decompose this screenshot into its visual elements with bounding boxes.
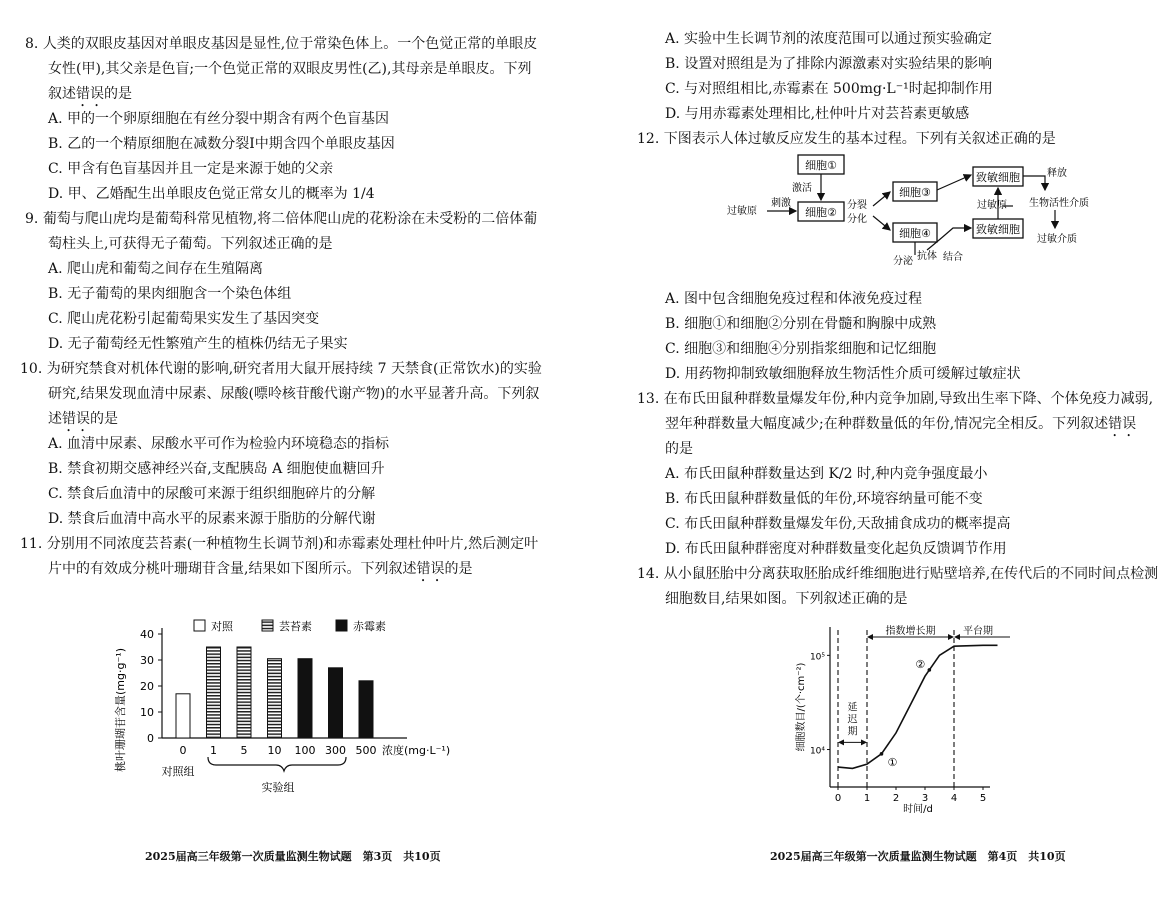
bar-chart-xtick-label: 5: [240, 744, 248, 757]
q12-option-d[interactable]: D. 用药物抑制致敏细胞释放生物活性介质可缓解过敏症状: [665, 366, 1021, 382]
cell3-to-sensitized-arrow: [937, 175, 971, 190]
bar-chart-xtick-label: 0: [179, 744, 187, 757]
release-arrow: [1023, 176, 1045, 190]
bar-chart-ytick-label: 0: [147, 732, 154, 745]
bioactive-label: 生物活性介质: [1029, 198, 1089, 209]
q13-stem-line3: 的是: [665, 441, 693, 457]
bar-对照-0: [176, 694, 190, 738]
bar-chart-experiment-group-label: 实验组: [261, 781, 295, 794]
legend-label-芸苔素: 芸苔素: [279, 620, 312, 633]
bar-chart-xtick-label: 500: [355, 744, 377, 757]
q9-stem-line2: 萄柱头上,可获得无子葡萄。下列叙述正确的是: [48, 236, 333, 252]
growth-chart-xlabel: 时间/d: [903, 804, 933, 815]
divide-label: 分裂: [847, 200, 867, 211]
growth-chart-ytick-label: 10⁵: [809, 652, 825, 663]
q8-option-a[interactable]: A. 甲的一个卵原细胞在有丝分裂中期含有两个色盲基因: [48, 111, 390, 127]
q10-stem-line3: 述错误的是: [48, 411, 118, 427]
bar-赤霉素-300: [329, 668, 343, 738]
marker-1-label: ①: [887, 755, 898, 769]
bar-芸苔素-10: [268, 659, 282, 738]
bar-chart-ticks: [140, 628, 162, 745]
legend-swatch-赤霉素: [336, 620, 347, 631]
bar-chart-bars: [176, 647, 373, 738]
cell2-label: 细胞②: [805, 206, 837, 219]
q10-option-b[interactable]: B. 禁食初期交感神经兴奋,支配胰岛 A 细胞使血糖回升: [48, 461, 385, 477]
growth-chart-ylabel: 细胞数目/(个·cm⁻²): [796, 662, 807, 752]
lag-phase-label-char: 延: [847, 702, 858, 714]
q14-stem-line2: 细胞数目,结果如图。下列叙述正确的是: [665, 591, 908, 607]
bar-赤霉素-500: [359, 681, 373, 738]
q9-option-b[interactable]: B. 无子葡萄的果肉细胞含一个染色体组: [48, 286, 292, 302]
bar-chart-xlabel: 浓度(mg·L⁻¹): [382, 744, 451, 757]
bar-chart-ytick-label: 30: [140, 654, 154, 667]
bar-芸苔素-5: [237, 647, 251, 738]
right-footer: 2025届高三年级第一次质量监测生物试题 第4页 共10页: [770, 850, 1066, 863]
legend-label-对照: 对照: [211, 620, 233, 633]
growth-chart-xtick-label: 1: [863, 793, 871, 804]
q12-stem: 12. 下图表示人体过敏反应发生的基本过程。下列有关叙述正确的是: [637, 131, 1056, 147]
q8-emphasis: 错误: [76, 86, 104, 102]
q8-stem-line3: 叙述错误的是: [48, 86, 132, 102]
right-page: [585, 0, 1170, 900]
bar-chart-ytick-label: 20: [140, 680, 154, 693]
q9-option-d[interactable]: D. 无子葡萄经无性繁殖产生的植株仍结无子果实: [48, 336, 348, 352]
q10-stem-line1: 10. 为研究禁食对机体代谢的影响,研究者用大鼠开展持续 7 天禁食(正常饮水)的实验: [20, 361, 542, 377]
cell1-label: 细胞①: [805, 159, 837, 172]
q14-stem-line1: 14. 从小鼠胚胎中分离获取胚胎成纤维细胞进行贴壁培养,在传代后的不同时间点检测: [637, 566, 1159, 582]
q11-option-b[interactable]: B. 设置对照组是为了排除内源激素对实验结果的影响: [665, 56, 993, 72]
q9-stem-line1: 9. 葡萄与爬山虎均是葡萄科常见植物,将二倍体爬山虎的花粉涂在未受粉的二倍体葡: [25, 211, 538, 227]
q8-option-b[interactable]: B. 乙的一个精原细胞在减数分裂Ⅰ中期含四个单眼皮基因: [48, 136, 395, 152]
q10-number: 10.: [20, 361, 43, 377]
growth-chart-xtick-label: 0: [834, 793, 842, 804]
q11-stem-line1: 11. 分别用不同浓度芸苔素(一种植物生长调节剂)和赤霉素处理杜仲叶片,然后测定叶: [20, 536, 539, 552]
growth-chart-xtick-label: 5: [979, 793, 987, 804]
cell3-label: 细胞③: [899, 186, 931, 199]
q11-stem-line2: 片中的有效成分桃叶珊瑚苷含量,结果如下图所示。下列叙述错误的是: [48, 561, 473, 577]
q8-option-c[interactable]: C. 甲含有色盲基因并且一定是来源于她的父亲: [48, 161, 334, 177]
exp-phase-label: 指数增长期: [885, 626, 936, 637]
bar-chart-experiment-brace: [208, 757, 346, 771]
q13-option-b[interactable]: B. 布氏田鼠种群数量低的年份,环境容纳量可能不变: [665, 491, 983, 507]
secrete-label: 分泌: [893, 256, 913, 267]
growth-chart-xtick-label: 4: [950, 793, 958, 804]
q11-option-d[interactable]: D. 与用赤霉素处理相比,杜仲叶片对芸苔素更敏感: [665, 106, 970, 122]
q13-stem-line2: 翌年种群数量大幅度减少;在种群数量低的年份,情况完全相反。下列叙述错误: [665, 416, 1137, 432]
q11-emphasis: 错误: [416, 561, 445, 577]
q11-option-a[interactable]: A. 实验中生长调节剂的浓度范围可以通过预实验确定: [665, 31, 993, 47]
q14-number: 14.: [637, 566, 660, 582]
bind-label: 结合: [943, 252, 963, 263]
q12-option-a[interactable]: A. 图中包含细胞免疫过程和体液免疫过程: [665, 291, 923, 307]
bar-chart-ytick-label: 40: [140, 628, 154, 641]
growth-chart: [790, 612, 1030, 822]
q13-stem-line1: 13. 在布氏田鼠种群数量爆发年份,种内竞争加剧,导致出生率下降、个体免疫力减弱,: [637, 391, 1154, 407]
marker-2-label: ②: [915, 657, 926, 671]
q13-option-a[interactable]: A. 布氏田鼠种群数量达到 K/2 时,种内竞争强度最小: [665, 466, 988, 482]
bar-chart-control-group-label: 对照组: [161, 765, 195, 778]
q10-option-d[interactable]: D. 禁食后血清中高水平的尿素来源于脂肪的分解代谢: [48, 511, 376, 527]
bar-chart-xtick-label: 10: [267, 744, 282, 757]
q8-option-d[interactable]: D. 甲、乙婚配生出单眼皮色觉正常女儿的概率为 1/4: [48, 186, 375, 202]
release-label: 释放: [1047, 168, 1067, 179]
growth-chart-xtick-label: 2: [892, 793, 900, 804]
bar-chart: [110, 615, 460, 810]
allergy-diagram: [725, 150, 1095, 270]
allergen-label: 过敏原: [727, 206, 757, 217]
q10-option-c[interactable]: C. 禁食后血清中的尿酸可来源于组织细胞碎片的分解: [48, 486, 376, 502]
bar-chart-xtick-label: 1: [210, 744, 217, 757]
stimulate-label: 刺激: [771, 198, 791, 209]
growth-chart-ytick-label: 10⁴: [809, 746, 825, 757]
q11-number: 11.: [20, 536, 43, 552]
legend-swatch-芸苔素: [262, 620, 273, 631]
q10-emphasis: 错误: [62, 411, 90, 427]
to-cell3-arrow: [873, 192, 890, 206]
bar-芸苔素-1: [207, 647, 221, 738]
q10-stem-line2: 研究,结果发现血清中尿素、尿酸(嘌呤核苷酸代谢产物)的水平显著升高。下列叙: [48, 386, 540, 402]
bar-赤霉素-100: [298, 659, 312, 738]
bar-chart-legend: [194, 619, 386, 633]
q8-stem-line2: 女性(甲),其父亲是色盲;一个色觉正常的双眼皮男性(乙),其母亲是单眼皮。下列: [48, 61, 532, 77]
q12-option-c[interactable]: C. 细胞③和细胞④分别指浆细胞和记忆细胞: [665, 341, 937, 357]
bar-chart-xtick-label: 100: [294, 744, 316, 757]
sensitized-cell-top-label: 致敏细胞: [976, 171, 1020, 184]
q13-number: 13.: [637, 391, 660, 407]
lag-phase-label-char: 迟: [847, 714, 858, 726]
q11-option-c[interactable]: C. 与对照组相比,赤霉素在 500mg·L⁻¹时起抑制作用: [665, 81, 993, 97]
mediator-label: 过敏介质: [1037, 234, 1077, 245]
activate-label: 激活: [792, 183, 812, 194]
cell4-label: 细胞④: [899, 227, 931, 240]
plateau-phase-label: 平台期: [963, 626, 993, 637]
q12-option-b[interactable]: B. 细胞①和细胞②分别在骨髓和胸腺中成熟: [665, 316, 937, 332]
lag-phase-label-char: 期: [847, 726, 858, 738]
bar-chart-xtick-label: 300: [325, 744, 346, 757]
left-footer: 2025届高三年级第一次质量监测生物试题 第3页 共10页: [145, 850, 441, 863]
q13-emphasis: 错误: [1108, 416, 1137, 432]
antibody-label: 抗体: [917, 251, 937, 262]
q9-option-a[interactable]: A. 爬山虎和葡萄之间存在生殖隔离: [48, 261, 264, 277]
bar-chart-ytick-label: 10: [140, 706, 154, 719]
bar-chart-xlabels: [180, 744, 377, 757]
allergen2-label: 过敏原: [977, 200, 1007, 211]
differentiate-label: 分化: [847, 214, 867, 225]
sensitized-cell-bottom-label: 致敏细胞: [976, 223, 1020, 236]
growth-chart-xtick-label: 3: [921, 793, 929, 804]
q8-stem-line1: 8. 人类的双眼皮基因对单眼皮基因是显性,位于常染色体上。一个色觉正常的单眼皮: [25, 36, 538, 52]
bar-chart-ylabel: 桃叶珊瑚苷含量(mg·g⁻¹): [114, 648, 127, 772]
growth-chart-phases: [838, 624, 1010, 787]
q9-option-c[interactable]: C. 爬山虎花粉引起葡萄果实发生了基因突变: [48, 311, 320, 327]
q12-number: 12.: [637, 131, 660, 147]
q13-option-d[interactable]: D. 布氏田鼠种群密度对种群数量变化起负反馈调节作用: [665, 541, 1007, 557]
legend-label-赤霉素: 赤霉素: [353, 620, 386, 633]
q9-number: 9.: [25, 211, 39, 227]
legend-swatch-对照: [194, 620, 205, 631]
q8-number: 8.: [25, 36, 39, 52]
q13-option-c[interactable]: C. 布氏田鼠种群数量爆发年份,天敌捕食成功的概率提高: [665, 516, 1011, 532]
to-cell4-arrow: [873, 216, 890, 230]
q10-option-a[interactable]: A. 血清中尿素、尿酸水平可作为检验内环境稳态的指标: [48, 436, 390, 452]
